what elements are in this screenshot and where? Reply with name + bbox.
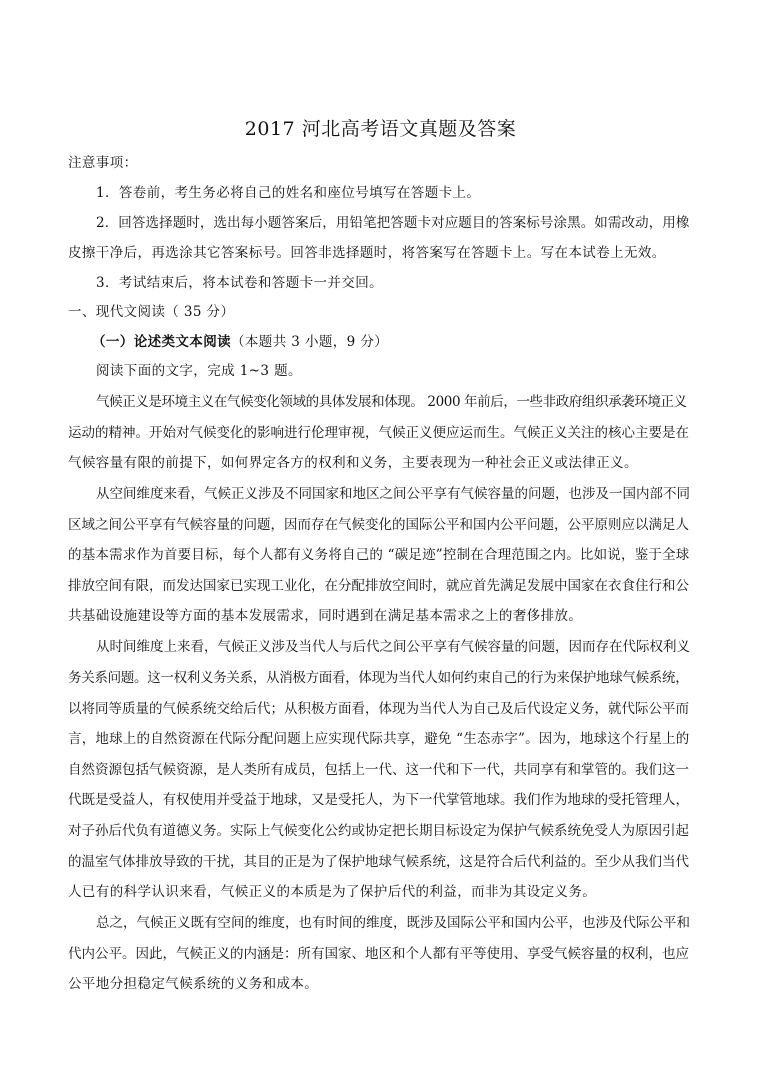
document-title: 2017 河北高考语文真题及答案 <box>244 118 517 140</box>
paragraph-line: 区域之间公平享有气候容量的问题，因而存在气候变化的国际公平和国内公平问题，公平原则应以满足人 <box>68 517 689 533</box>
paragraph-line: 代既是受益人，有权使用并受益于地球，又是受托人，为下一代掌管地球。我们作为地球的受托管理人， <box>68 792 689 808</box>
paragraph-line: 排放空间有限，而发达国家已实现工业化，在分配排放空间时，就应首先满足发展中国家在衣食住行和公 <box>68 578 689 594</box>
subsection-heading <box>92 332 388 352</box>
notice-item-3: 3．考试结束后，将本试卷和答题卡一并交回。 <box>96 275 383 291</box>
paragraph-line: 气候正义是环境主义在气候变化领域的具体发展和体现。 2000 年前后，一些非政府组织承袭环境正义 <box>96 394 687 410</box>
paragraph-line: 运动的精神。开始对气候变化的影响进行伦理审视，气候正义便应运而生。气候正义关注的核心主要是在 <box>68 425 689 441</box>
paragraph-line: 的基本需求作为首要目标，每个人都有义务将自己的 “碳足迹”控制在合理范围之内。比如说，鉴于全球 <box>68 547 690 563</box>
section-heading: 一、现代文阅读（ 35 分） <box>68 304 235 320</box>
paragraph-line: 共基础设施建设等方面的基本发展需求，同时遇到在满足基本需求之上的奢侈排放。 <box>68 608 583 624</box>
reading-instruction: 阅读下面的文字，完成 1~3 题。 <box>96 363 302 379</box>
paragraph-line: 代内公平。因此，气候正义的内涵是：所有国家、地区和个人都有平等使用、享受气候容量的权利，也应 <box>68 946 689 962</box>
notice-item-2-continued: 皮擦干净后，再选涂其它答案标号。回答非选择题时，将答案写在答题卡上。写在本试卷上无效。 <box>68 245 666 261</box>
paragraph-line: 公平地分担稳定气候系统的义务和成本。 <box>68 976 319 992</box>
paragraph-line: 的温室气体排放导致的干扰，其目的正是为了保护地球气候系统，这是符合后代利益的。至少从我们当代 <box>68 854 689 870</box>
notice-item-1: 1．答卷前，考生务必将自己的姓名和座位号填写在答题卡上。 <box>96 185 481 201</box>
paragraph-line: 言，地球上的自然资源在代际分配问题上应实现代际共享，避免 “生态赤字”。因为，地球这个行星上的 <box>68 731 690 747</box>
paragraph-line: 自然资源包括气候资源，是人类所有成员，包括上一代、这一代和下一代，共同享有和掌管的。我们这一 <box>68 762 689 778</box>
subsection-score: （本题共 3 小题，9 分） <box>231 334 389 350</box>
paragraph-line: 气候容量有限的前提下，如何界定各方的权利和义务，主要表现为一种社会正义或法律正义。 <box>68 455 638 471</box>
paragraph-line: 从空间维度来看，气候正义涉及不同国家和地区之间公平享有气候容量的问题，也涉及一国内部不同 <box>96 486 690 502</box>
paragraph-line: 人已有的科学认识来看，气候正义的本质是为了保护后代的利益，而非为其设定义务。 <box>68 884 597 900</box>
paragraph-line: 以将同等质量的气候系统交给后代；从积极方面看，体现为当代人为自己及后代设定义务，就代际公平而 <box>68 701 689 717</box>
notice-item-2: 2．回答选择题时，选出每小题答案后，用铅笔把答题卡对应题目的答案标号涂黑。如需改动，用橡 <box>96 215 690 231</box>
paragraph-line: 务关系问题。这一权利义务关系，从消极方面看，体现为当代人如何约束自己的行为来保护地球气候系统， <box>68 670 689 686</box>
paragraph-line: 总之，气候正义既有空间的维度，也有时间的维度，既涉及国际公平和国内公平，也涉及代际公平和 <box>96 915 690 931</box>
notice-heading: 注意事项： <box>68 155 138 171</box>
paragraph-line: 对子孙后代负有道德义务。实际上气候变化公约或协定把长期目标设定为保护气候系统免受人为原因引起 <box>68 823 689 839</box>
paragraph-line: 从时间维度上来看，气候正义涉及当代人与后代之间公平享有气候容量的问题，因而存在代际权利义 <box>96 639 690 655</box>
subsection-title: （一）论述类文本阅读 <box>92 334 231 350</box>
